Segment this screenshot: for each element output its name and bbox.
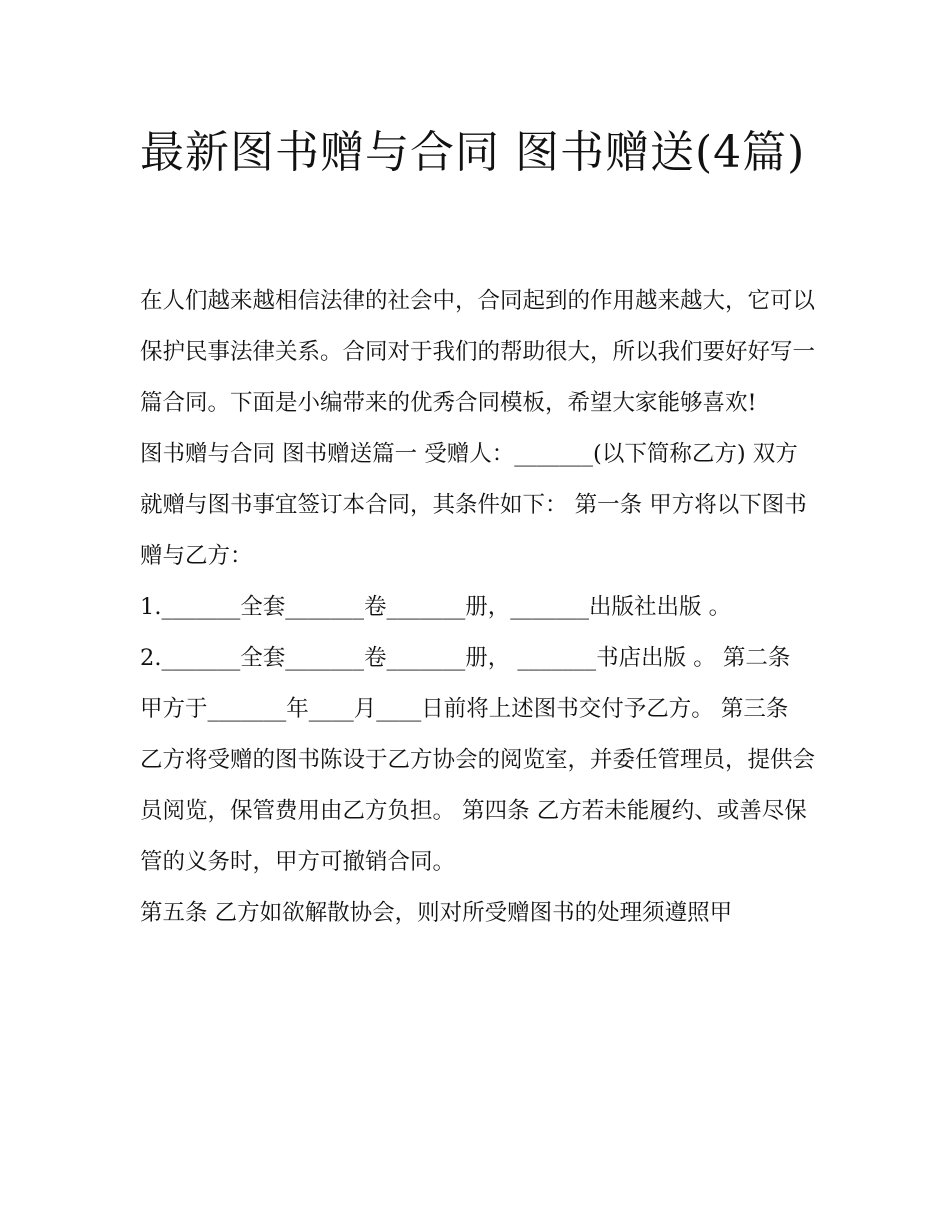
book-item-2: 2._______全套_______卷_______册， _______书店出版 。 第二条 bbox=[140, 645, 791, 671]
custody-clause: 乙方将受赠的图书陈设于乙方协会的阅览室，并委任管理员，提供会员阅览，保管费用由乙方负担。 第四条 乙方若未能履约、或善尽保管的义务时，甲方可撤销合同。 bbox=[140, 747, 816, 875]
delivery-clause: 甲方于_______年____月____日前将上述图书交付予乙方。 第三条 bbox=[140, 696, 789, 722]
book-item-1: 1._______全套_______卷_______册，_______出版社出版 。 bbox=[140, 594, 732, 620]
document-title: 最新图书赠与合同 图书赠送(4篇) bbox=[140, 127, 806, 178]
contract-opening-paragraph: 图书赠与合同 图书赠送篇一 受赠人：_______(以下简称乙方) 双方就赠与图书事宜签订本合同，其条件如下： 第一条 甲方将以下图书赠与乙方： bbox=[140, 441, 807, 569]
document-body bbox=[140, 276, 820, 939]
intro-paragraph: 在人们越来越相信法律的社会中，合同起到的作用越来越大，它可以保护民事法律关系。合同对于我们的帮助很大，所以我们要好好写一篇合同。下面是小编带来的优秀合同模板，希望大家能够喜欢! bbox=[140, 288, 816, 416]
dissolution-clause: 第五条 乙方如欲解散协会，则对所受赠图书的处理须遵照甲 bbox=[140, 900, 733, 926]
